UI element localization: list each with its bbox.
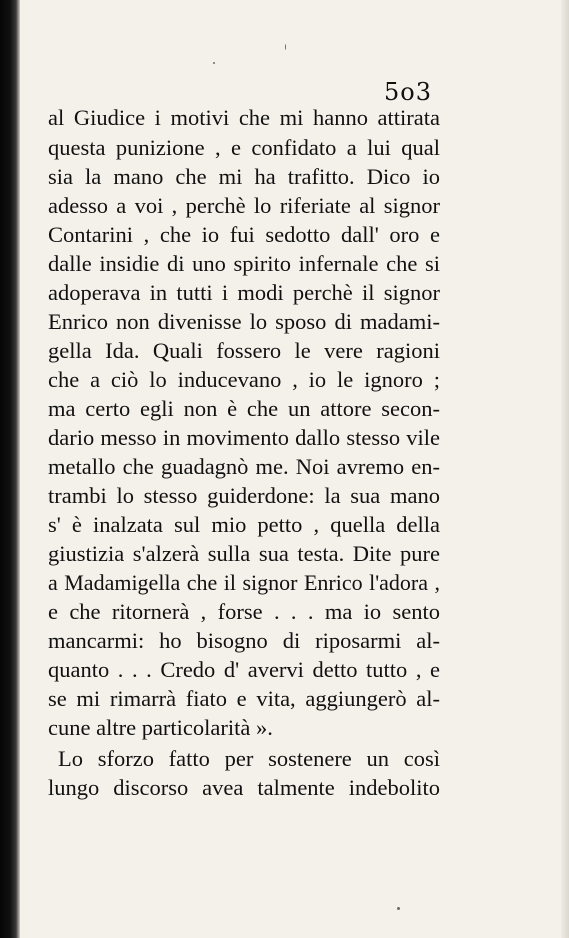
text-line: dario messo in movimento dallo stesso vile [48,425,440,450]
text-line: al Giudice i motivi che mi hanno attirata [48,105,440,130]
paragraph-first-line: Lo sforzo fatto per sostenere un così [58,746,440,771]
text-line: quanto . . . Credo d' avervi detto tutto , e [48,657,440,682]
text-line: a Madamigella che il signor Enrico l'adora , [48,570,440,595]
text-line: gella Ida. Quali fossero le vere ragioni [48,338,440,363]
text-line: lungo discorso avea talmente indebolito [48,775,440,800]
page-number: 5o3 [384,78,432,106]
text-line: e che ritornerà , forse . . . ma io sento [48,599,440,624]
text-line: ma certo egli non è che un attore secon- [48,396,440,421]
text-line: trambi lo stesso guiderdone: la sua mano [48,483,440,508]
page-edge [561,0,569,938]
paper-speck [285,44,286,50]
text-line: giustizia s'alzerà sulla sua testa. Dite pure [48,541,440,566]
text-line: sia la mano che mi ha trafitto. Dico io [48,164,440,189]
text-line: se mi rimarrà fiato e vita, aggiungerò al- [48,686,440,711]
text-line: dalle insidie di uno spirito infernale che si [48,251,440,276]
text-line: cune altre particolarità ». [48,715,273,740]
text-line: che a ciò lo inducevano , io le ignoro ; [48,367,440,392]
text-line: adoperava in tutti i modi perchè il signor [48,280,440,305]
paper-speck [213,62,215,64]
paper-speck [397,907,400,910]
text-line: metallo che guadagnò me. Noi avremo en- [48,454,440,479]
text-line: s' è inalzata sul mio petto , quella della [48,512,440,537]
text-line: mancarmi: ho bisogno di riposarmi al- [48,628,440,653]
text-line: questa punizione , e confidato a lui qual [48,135,440,160]
page-gutter-shadow [0,0,20,938]
text-line: adesso a voi , perchè lo riferiate al signor [48,193,440,218]
text-line: Enrico non divenisse lo sposo di madami- [48,309,440,334]
text-line: Contarini , che io fui sedotto dall' oro e [48,222,440,247]
